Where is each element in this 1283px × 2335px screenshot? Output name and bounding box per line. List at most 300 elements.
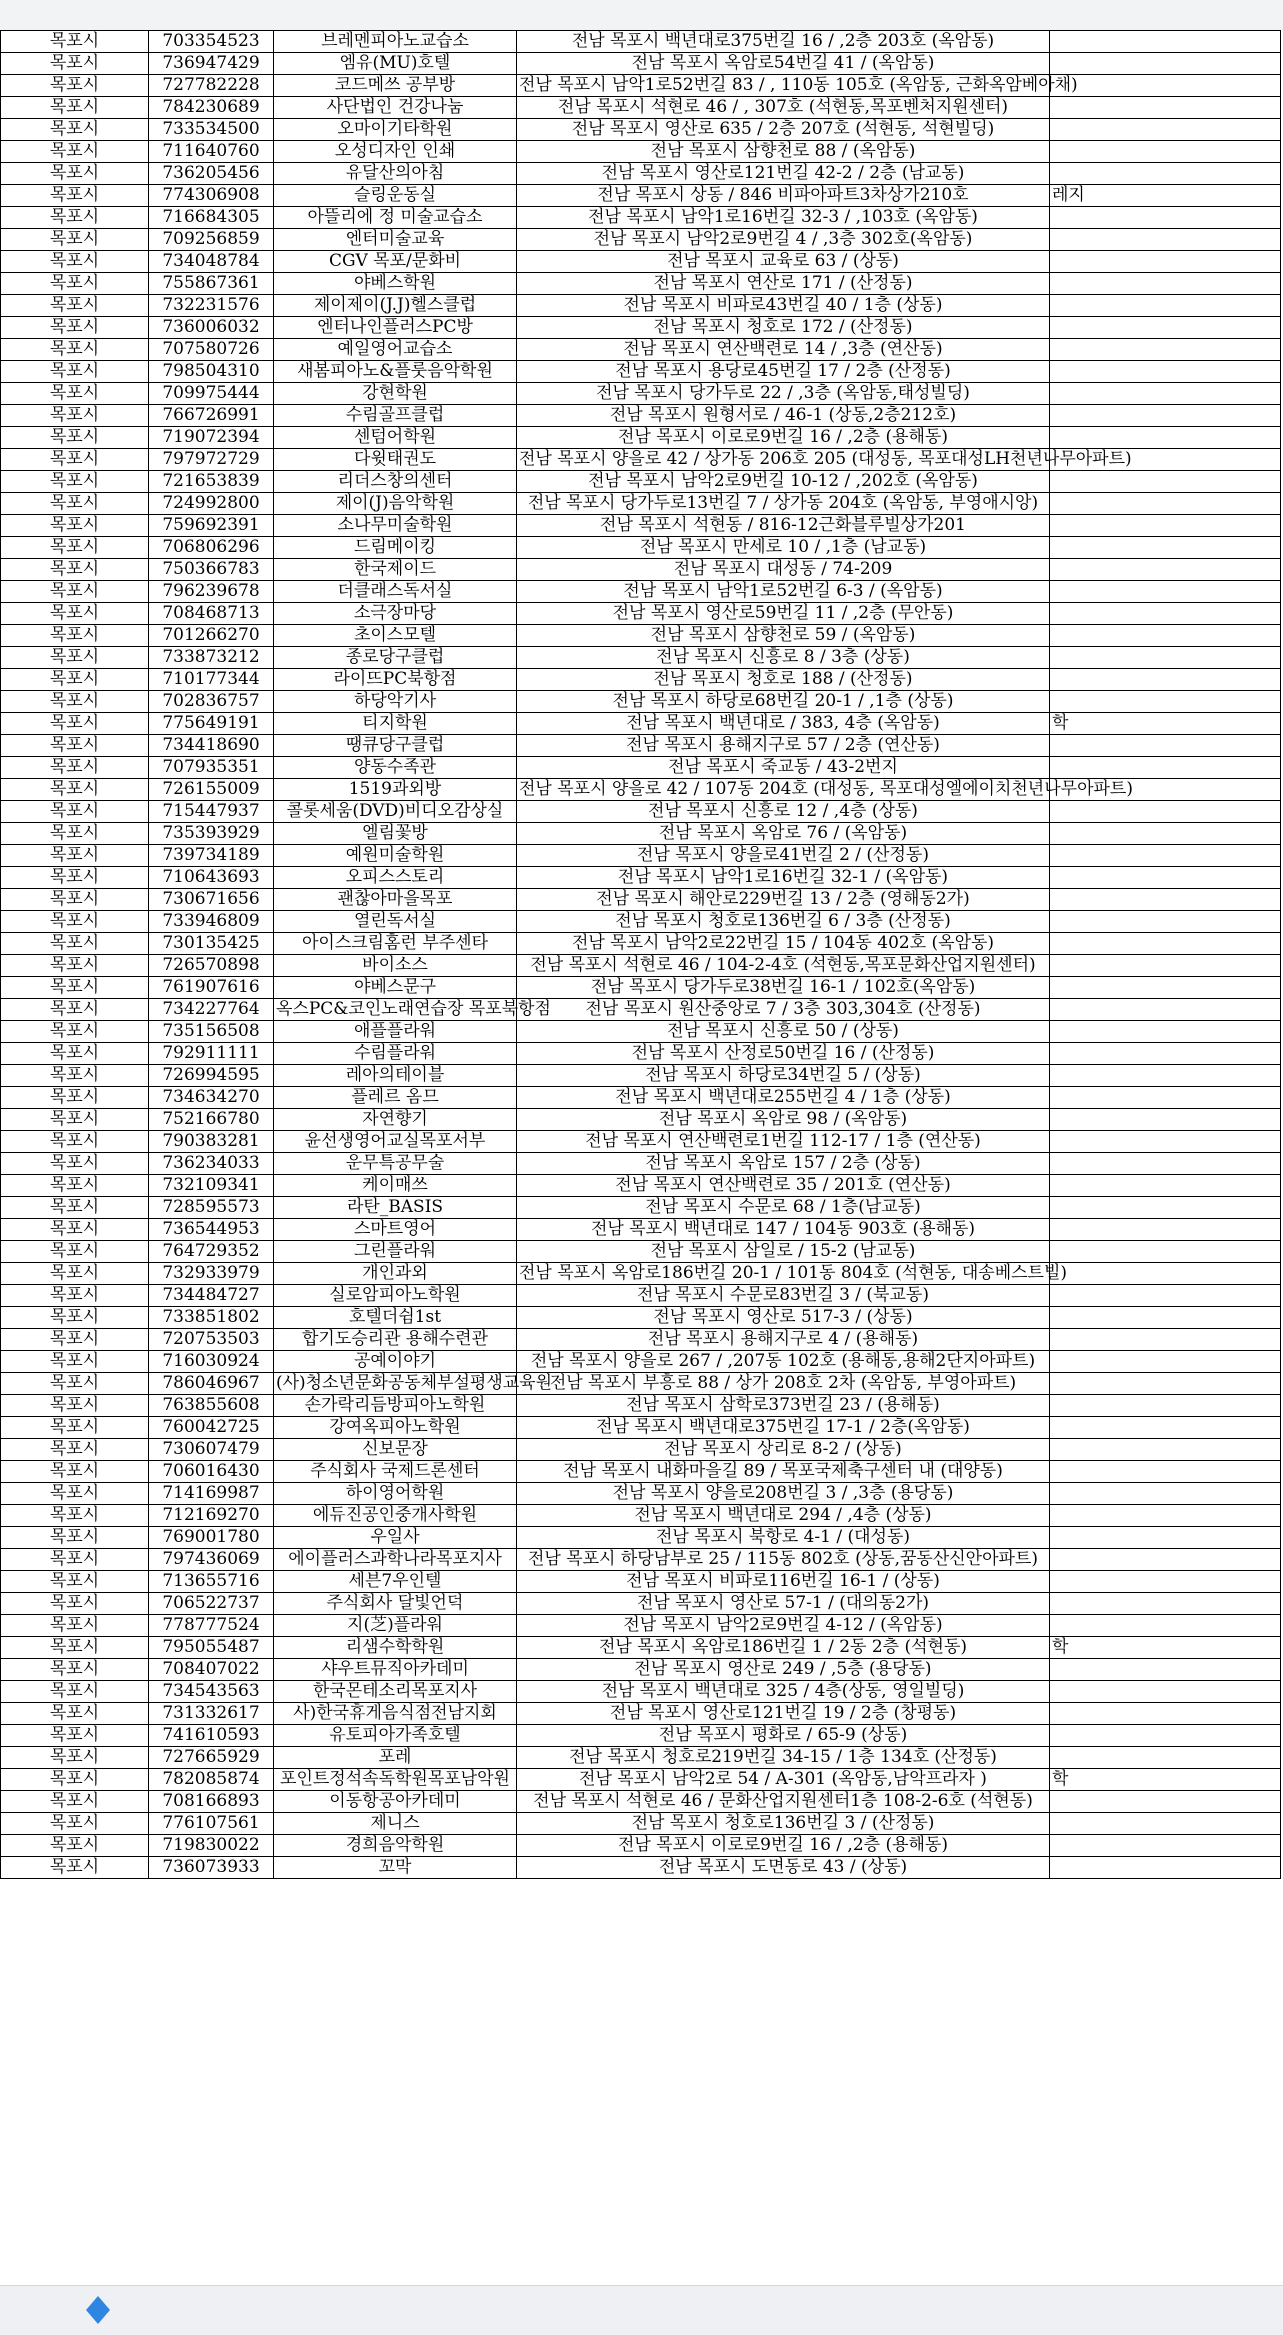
cell-region: 목포시 bbox=[1, 1659, 149, 1681]
cell-address: 전남 목포시 죽교동 / 43-2번지 bbox=[517, 757, 1050, 779]
cell-address: 전남 목포시 남악2로9번길 4 / ,3층 302호(옥암동) bbox=[517, 229, 1050, 251]
cell-region: 목포시 bbox=[1, 207, 149, 229]
cell-extra bbox=[1050, 361, 1281, 383]
table-row bbox=[0, 647, 1281, 669]
cell-business-name: 개인과외 bbox=[274, 1263, 517, 1285]
cell-extra bbox=[1050, 1593, 1281, 1615]
cell-address: 전남 목포시 삼향천로 88 / (옥암동) bbox=[517, 141, 1050, 163]
table-row bbox=[0, 581, 1281, 603]
table-row bbox=[0, 603, 1281, 625]
cell-reg-number: 764729352 bbox=[149, 1241, 274, 1263]
table-row bbox=[0, 449, 1281, 471]
cell-region: 목포시 bbox=[1, 911, 149, 933]
cell-reg-number: 713655716 bbox=[149, 1571, 274, 1593]
table-row bbox=[0, 1417, 1281, 1439]
cell-business-name: 브레멘피아노교습소 bbox=[274, 31, 517, 53]
cell-region: 목포시 bbox=[1, 801, 149, 823]
cell-reg-number: 707935351 bbox=[149, 757, 274, 779]
cell-business-name: 예원미술학원 bbox=[274, 845, 517, 867]
cell-extra bbox=[1050, 97, 1281, 119]
cell-extra bbox=[1050, 559, 1281, 581]
cell-reg-number: 774306908 bbox=[149, 185, 274, 207]
cell-address: 전남 목포시 부흥로 88 / 상가 208호 2차 (옥암동, 부영아파트) bbox=[517, 1373, 1050, 1395]
table-row bbox=[0, 1461, 1281, 1483]
table-row bbox=[0, 383, 1281, 405]
cell-reg-number: 721653839 bbox=[149, 471, 274, 493]
cell-extra bbox=[1050, 207, 1281, 229]
cell-region: 목포시 bbox=[1, 1065, 149, 1087]
cell-reg-number: 734543563 bbox=[149, 1681, 274, 1703]
table-row bbox=[0, 625, 1281, 647]
cell-reg-number: 736073933 bbox=[149, 1857, 274, 1879]
cell-business-name: 애플플라워 bbox=[274, 1021, 517, 1043]
cell-address: 전남 목포시 삼향천로 59 / (옥암동) bbox=[517, 625, 1050, 647]
table-row bbox=[0, 713, 1281, 735]
cell-extra bbox=[1050, 1087, 1281, 1109]
cell-business-name: 엘림꽃방 bbox=[274, 823, 517, 845]
cell-extra bbox=[1050, 1395, 1281, 1417]
cell-region: 목포시 bbox=[1, 1439, 149, 1461]
cell-extra bbox=[1050, 427, 1281, 449]
table-row bbox=[0, 361, 1281, 383]
cell-address: 전남 목포시 상리로 8-2 / (상동) bbox=[517, 1439, 1050, 1461]
cell-business-name: 에이플러스과학나라목포지사 bbox=[274, 1549, 517, 1571]
cell-extra bbox=[1050, 339, 1281, 361]
cell-address: 전남 목포시 남악1로16번길 32-1 / (옥암동) bbox=[517, 867, 1050, 889]
cell-region: 목포시 bbox=[1, 449, 149, 471]
cell-reg-number: 796239678 bbox=[149, 581, 274, 603]
cell-business-name: 운무특공무술 bbox=[274, 1153, 517, 1175]
cell-business-name: 합기도승리관 용해수련관 bbox=[274, 1329, 517, 1351]
cell-extra bbox=[1050, 933, 1281, 955]
table-row bbox=[0, 1483, 1281, 1505]
cell-extra bbox=[1050, 1109, 1281, 1131]
cell-address: 전남 목포시 연산백련로 35 / 201호 (연산동) bbox=[517, 1175, 1050, 1197]
cell-region: 목포시 bbox=[1, 1021, 149, 1043]
cell-region: 목포시 bbox=[1, 273, 149, 295]
cell-business-name: 초이스모텔 bbox=[274, 625, 517, 647]
cell-address: 전남 목포시 수문로 68 / 1층(남교동) bbox=[517, 1197, 1050, 1219]
cell-address: 전남 목포시 남악1로16번길 32-3 / ,103호 (옥암동) bbox=[517, 207, 1050, 229]
cell-business-name: 소극장마당 bbox=[274, 603, 517, 625]
cell-address: 전남 목포시 영산로121번길 42-2 / 2층 (남교동) bbox=[517, 163, 1050, 185]
table-row bbox=[0, 933, 1281, 955]
cell-region: 목포시 bbox=[1, 1373, 149, 1395]
app-logo-icon[interactable] bbox=[80, 2292, 116, 2328]
cell-region: 목포시 bbox=[1, 1835, 149, 1857]
cell-region: 목포시 bbox=[1, 339, 149, 361]
cell-address: 전남 목포시 옥암로 76 / (옥암동) bbox=[517, 823, 1050, 845]
cell-extra bbox=[1050, 1153, 1281, 1175]
table-row bbox=[0, 537, 1281, 559]
cell-extra bbox=[1050, 1725, 1281, 1747]
cell-region: 목포시 bbox=[1, 845, 149, 867]
cell-address: 전남 목포시 백년대로 325 / 4층(상동, 영일빌딩) bbox=[517, 1681, 1050, 1703]
cell-address: 전남 목포시 옥암로186번길 1 / 2동 2층 (석현동) bbox=[517, 1637, 1050, 1659]
cell-reg-number: 715447937 bbox=[149, 801, 274, 823]
cell-business-name: 포레 bbox=[274, 1747, 517, 1769]
cell-region: 목포시 bbox=[1, 493, 149, 515]
cell-address: 전남 목포시 하당로68번길 20-1 / ,1층 (상동) bbox=[517, 691, 1050, 713]
cell-region: 목포시 bbox=[1, 361, 149, 383]
cell-region: 목포시 bbox=[1, 1087, 149, 1109]
cell-extra: 학 bbox=[1050, 713, 1281, 735]
cell-reg-number: 733534500 bbox=[149, 119, 274, 141]
cell-region: 목포시 bbox=[1, 53, 149, 75]
cell-region: 목포시 bbox=[1, 317, 149, 339]
cell-business-name: 수림골프클럽 bbox=[274, 405, 517, 427]
cell-address: 전남 목포시 백년대로 147 / 104동 903호 (용해동) bbox=[517, 1219, 1050, 1241]
cell-address: 전남 목포시 옥암로 157 / 2층 (상동) bbox=[517, 1153, 1050, 1175]
cell-extra bbox=[1050, 1857, 1281, 1879]
cell-extra bbox=[1050, 1439, 1281, 1461]
cell-address: 전남 목포시 신흥로 12 / ,4층 (상동) bbox=[517, 801, 1050, 823]
cell-business-name: 새봄피아노&플룻음악학원 bbox=[274, 361, 517, 383]
table-row bbox=[0, 1505, 1281, 1527]
table-row bbox=[0, 1747, 1281, 1769]
cell-region: 목포시 bbox=[1, 1219, 149, 1241]
cell-region: 목포시 bbox=[1, 295, 149, 317]
cell-region: 목포시 bbox=[1, 1527, 149, 1549]
cell-extra bbox=[1050, 229, 1281, 251]
cell-reg-number: 759692391 bbox=[149, 515, 274, 537]
cell-extra bbox=[1050, 1483, 1281, 1505]
cell-business-name: 케이매쓰 bbox=[274, 1175, 517, 1197]
cell-address: 전남 목포시 백년대로375번길 16 / ,2층 203호 (옥암동) bbox=[517, 31, 1050, 53]
table-row bbox=[0, 405, 1281, 427]
cell-extra bbox=[1050, 625, 1281, 647]
cell-business-name: 플레르 옴므 bbox=[274, 1087, 517, 1109]
cell-region: 목포시 bbox=[1, 735, 149, 757]
cell-reg-number: 706806296 bbox=[149, 537, 274, 559]
cell-address: 전남 목포시 청호로 172 / (산정동) bbox=[517, 317, 1050, 339]
cell-business-name: 제이제이(J.J)헬스클럽 bbox=[274, 295, 517, 317]
cell-reg-number: 752166780 bbox=[149, 1109, 274, 1131]
cell-extra bbox=[1050, 515, 1281, 537]
cell-region: 목포시 bbox=[1, 1703, 149, 1725]
table-row bbox=[0, 1615, 1281, 1637]
cell-reg-number: 734048784 bbox=[149, 251, 274, 273]
cell-business-name: 실로암피아노학원 bbox=[274, 1285, 517, 1307]
cell-reg-number: 709256859 bbox=[149, 229, 274, 251]
cell-business-name: 라이뜨PC북항점 bbox=[274, 669, 517, 691]
cell-address: 전남 목포시 남악2로 54 / A-301 (옥암동,남악프라자 ) bbox=[517, 1769, 1050, 1791]
cell-region: 목포시 bbox=[1, 1197, 149, 1219]
table-row bbox=[0, 1791, 1281, 1813]
cell-address: 전남 목포시 백년대로255번길 4 / 1층 (상동) bbox=[517, 1087, 1050, 1109]
cell-business-name: 공예이야기 bbox=[274, 1351, 517, 1373]
cell-reg-number: 706522737 bbox=[149, 1593, 274, 1615]
cell-reg-number: 731332617 bbox=[149, 1703, 274, 1725]
cell-region: 목포시 bbox=[1, 1263, 149, 1285]
cell-extra bbox=[1050, 295, 1281, 317]
cell-business-name: 에듀진공인중개사학원 bbox=[274, 1505, 517, 1527]
cell-extra bbox=[1050, 1813, 1281, 1835]
cell-reg-number: 792911111 bbox=[149, 1043, 274, 1065]
table-body bbox=[0, 31, 1281, 1879]
cell-region: 목포시 bbox=[1, 1153, 149, 1175]
table-row bbox=[0, 801, 1281, 823]
cell-business-name: 호텔더쉼1st bbox=[274, 1307, 517, 1329]
cell-reg-number: 719830022 bbox=[149, 1835, 274, 1857]
cell-extra bbox=[1050, 1285, 1281, 1307]
cell-business-name: 슬링운동실 bbox=[274, 185, 517, 207]
cell-reg-number: 724992800 bbox=[149, 493, 274, 515]
cell-extra bbox=[1050, 647, 1281, 669]
table-row bbox=[0, 1703, 1281, 1725]
cell-reg-number: 707580726 bbox=[149, 339, 274, 361]
table-row bbox=[0, 515, 1281, 537]
cell-region: 목포시 bbox=[1, 1571, 149, 1593]
cell-business-name: 오마이기타학원 bbox=[274, 119, 517, 141]
cell-region: 목포시 bbox=[1, 691, 149, 713]
cell-address: 전남 목포시 용당로45번길 17 / 2층 (산정동) bbox=[517, 361, 1050, 383]
cell-extra bbox=[1050, 1417, 1281, 1439]
cell-extra bbox=[1050, 251, 1281, 273]
cell-extra bbox=[1050, 53, 1281, 75]
table-row bbox=[0, 31, 1281, 53]
cell-extra bbox=[1050, 317, 1281, 339]
cell-region: 목포시 bbox=[1, 1615, 149, 1637]
cell-reg-number: 727782228 bbox=[149, 75, 274, 97]
cell-region: 목포시 bbox=[1, 1175, 149, 1197]
table-row bbox=[0, 1571, 1281, 1593]
cell-region: 목포시 bbox=[1, 1549, 149, 1571]
cell-extra: 학 bbox=[1050, 1769, 1281, 1791]
cell-address: 전남 목포시 남악2로22번길 15 / 104동 402호 (옥암동) bbox=[517, 933, 1050, 955]
cell-business-name: 아뜰리에 정 미술교습소 bbox=[274, 207, 517, 229]
cell-region: 목포시 bbox=[1, 1461, 149, 1483]
cell-address: 전남 목포시 만세로 10 / ,1층 (남교동) bbox=[517, 537, 1050, 559]
cell-reg-number: 761907616 bbox=[149, 977, 274, 999]
cell-business-name: 제이(J)음악학원 bbox=[274, 493, 517, 515]
cell-address: 전남 목포시 원형서로 / 46-1 (상동,2층212호) bbox=[517, 405, 1050, 427]
cell-address: 전남 목포시 신흥로 50 / (상동) bbox=[517, 1021, 1050, 1043]
cell-region: 목포시 bbox=[1, 537, 149, 559]
cell-address: 전남 목포시 평화로 / 65-9 (상동) bbox=[517, 1725, 1050, 1747]
table-row bbox=[0, 1373, 1281, 1395]
table-row bbox=[0, 1197, 1281, 1219]
cell-address: 전남 목포시 교육로 63 / (상동) bbox=[517, 251, 1050, 273]
table-row bbox=[0, 273, 1281, 295]
table-row bbox=[0, 911, 1281, 933]
cell-region: 목포시 bbox=[1, 757, 149, 779]
cell-address: 전남 목포시 이로로9번길 16 / ,2층 (용해동) bbox=[517, 427, 1050, 449]
cell-reg-number: 732231576 bbox=[149, 295, 274, 317]
table-row bbox=[0, 1593, 1281, 1615]
cell-region: 목포시 bbox=[1, 1505, 149, 1527]
cell-reg-number: 755867361 bbox=[149, 273, 274, 295]
cell-region: 목포시 bbox=[1, 1483, 149, 1505]
cell-business-name: 바이소스 bbox=[274, 955, 517, 977]
cell-extra bbox=[1050, 471, 1281, 493]
table-row bbox=[0, 691, 1281, 713]
cell-extra bbox=[1050, 163, 1281, 185]
cell-extra bbox=[1050, 977, 1281, 999]
cell-reg-number: 720753503 bbox=[149, 1329, 274, 1351]
cell-extra bbox=[1050, 1241, 1281, 1263]
cell-region: 목포시 bbox=[1, 1329, 149, 1351]
cell-extra bbox=[1050, 405, 1281, 427]
cell-address: 전남 목포시 백년대로 294 / ,4층 (상동) bbox=[517, 1505, 1050, 1527]
cell-address: 전남 목포시 석현로 46 / , 307호 (석현동,목포벤처지원센터) bbox=[517, 97, 1050, 119]
table-row bbox=[0, 1263, 1281, 1285]
table-row bbox=[0, 757, 1281, 779]
cell-extra bbox=[1050, 669, 1281, 691]
cell-business-name: 하이영어학원 bbox=[274, 1483, 517, 1505]
table-row bbox=[0, 955, 1281, 977]
cell-address: 전남 목포시 옥암로54번길 41 / (옥암동) bbox=[517, 53, 1050, 75]
cell-reg-number: 733873212 bbox=[149, 647, 274, 669]
table-row bbox=[0, 1527, 1281, 1549]
table-row bbox=[0, 493, 1281, 515]
cell-extra bbox=[1050, 493, 1281, 515]
cell-extra: 레지 bbox=[1050, 185, 1281, 207]
cell-extra: 학 bbox=[1050, 1637, 1281, 1659]
table-row bbox=[0, 471, 1281, 493]
cell-extra bbox=[1050, 1263, 1281, 1285]
cell-business-name: 엠유(MU)호텔 bbox=[274, 53, 517, 75]
cell-extra bbox=[1050, 1527, 1281, 1549]
cell-business-name: 손가락리듬방피아노학원 bbox=[274, 1395, 517, 1417]
table-row bbox=[0, 207, 1281, 229]
table-row bbox=[0, 251, 1281, 273]
cell-region: 목포시 bbox=[1, 31, 149, 53]
cell-reg-number: 734484727 bbox=[149, 1285, 274, 1307]
cell-extra bbox=[1050, 691, 1281, 713]
cell-address: 전남 목포시 양을로41번길 2 / (산정동) bbox=[517, 845, 1050, 867]
cell-reg-number: 710177344 bbox=[149, 669, 274, 691]
cell-reg-number: 732109341 bbox=[149, 1175, 274, 1197]
cell-reg-number: 736205456 bbox=[149, 163, 274, 185]
cell-business-name: 그린플라워 bbox=[274, 1241, 517, 1263]
cell-reg-number: 711640760 bbox=[149, 141, 274, 163]
cell-business-name: 아이스크림홈런 부주센타 bbox=[274, 933, 517, 955]
cell-address: 전남 목포시 남악1로52번길 6-3 / (옥암동) bbox=[517, 581, 1050, 603]
cell-business-name: 한국몬테소리목포지사 bbox=[274, 1681, 517, 1703]
cell-region: 목포시 bbox=[1, 1241, 149, 1263]
cell-business-name: 야베스문구 bbox=[274, 977, 517, 999]
cell-address: 전남 목포시 연산로 171 / (산정동) bbox=[517, 273, 1050, 295]
table-row bbox=[0, 1329, 1281, 1351]
cell-extra bbox=[1050, 1021, 1281, 1043]
cell-reg-number: 702836757 bbox=[149, 691, 274, 713]
cell-business-name: 센텀어학원 bbox=[274, 427, 517, 449]
table-row bbox=[0, 75, 1281, 97]
cell-business-name: 종로당구클럽 bbox=[274, 647, 517, 669]
cell-extra bbox=[1050, 823, 1281, 845]
cell-reg-number: 750366783 bbox=[149, 559, 274, 581]
cell-reg-number: 795055487 bbox=[149, 1637, 274, 1659]
business-table bbox=[0, 30, 1281, 1879]
cell-region: 목포시 bbox=[1, 405, 149, 427]
cell-business-name: 예일영어교습소 bbox=[274, 339, 517, 361]
cell-address: 전남 목포시 남악2로9번길 4-12 / (옥암동) bbox=[517, 1615, 1050, 1637]
cell-region: 목포시 bbox=[1, 1351, 149, 1373]
cell-business-name: 괜찮아마을목포 bbox=[274, 889, 517, 911]
cell-reg-number: 735393929 bbox=[149, 823, 274, 845]
cell-address: 전남 목포시 백년대로375번길 17-1 / 2층(옥암동) bbox=[517, 1417, 1050, 1439]
cell-business-name: 1519과외방 bbox=[274, 779, 517, 801]
cell-business-name: 주식회사 달빛언덕 bbox=[274, 1593, 517, 1615]
cell-extra bbox=[1050, 735, 1281, 757]
cell-region: 목포시 bbox=[1, 515, 149, 537]
table-row bbox=[0, 1153, 1281, 1175]
cell-extra bbox=[1050, 1219, 1281, 1241]
cell-address: 전남 목포시 옥암로186번길 20-1 / 101동 804호 (석현동, 대송베스트빌) bbox=[517, 1263, 1050, 1285]
cell-extra bbox=[1050, 1615, 1281, 1637]
table-row bbox=[0, 1175, 1281, 1197]
cell-extra bbox=[1050, 845, 1281, 867]
cell-region: 목포시 bbox=[1, 141, 149, 163]
cell-reg-number: 708407022 bbox=[149, 1659, 274, 1681]
cell-region: 목포시 bbox=[1, 999, 149, 1021]
cell-region: 목포시 bbox=[1, 1637, 149, 1659]
cell-reg-number: 775649191 bbox=[149, 713, 274, 735]
cell-address: 전남 목포시 삼학로373번길 23 / (용해동) bbox=[517, 1395, 1050, 1417]
cell-business-name: 세븐7우인텔 bbox=[274, 1571, 517, 1593]
cell-reg-number: 766726991 bbox=[149, 405, 274, 427]
cell-address: 전남 목포시 영산로 57-1 / (대의동2가) bbox=[517, 1593, 1050, 1615]
table-row bbox=[0, 1769, 1281, 1791]
cell-business-name: 열린독서실 bbox=[274, 911, 517, 933]
cell-address: 전남 목포시 대성동 / 74-209 bbox=[517, 559, 1050, 581]
cell-address: 전남 목포시 영산로 249 / ,5층 (용당동) bbox=[517, 1659, 1050, 1681]
cell-business-name: 경희음악학원 bbox=[274, 1835, 517, 1857]
cell-extra bbox=[1050, 1043, 1281, 1065]
cell-reg-number: 709975444 bbox=[149, 383, 274, 405]
cell-reg-number: 703354523 bbox=[149, 31, 274, 53]
cell-region: 목포시 bbox=[1, 471, 149, 493]
cell-business-name: 포인트정석속독학원목포남악원 bbox=[274, 1769, 517, 1791]
cell-business-name: 윤선생영어교실목포서부 bbox=[274, 1131, 517, 1153]
cell-business-name: 한국제이드 bbox=[274, 559, 517, 581]
cell-extra bbox=[1050, 537, 1281, 559]
table-row bbox=[0, 339, 1281, 361]
cell-extra bbox=[1050, 141, 1281, 163]
table-row bbox=[0, 1087, 1281, 1109]
cell-address: 전남 목포시 신흥로 8 / 3층 (상동) bbox=[517, 647, 1050, 669]
spreadsheet-view[interactable] bbox=[0, 30, 1283, 2285]
cell-region: 목포시 bbox=[1, 1813, 149, 1835]
cell-extra bbox=[1050, 1461, 1281, 1483]
cell-reg-number: 734634270 bbox=[149, 1087, 274, 1109]
cell-reg-number: 716684305 bbox=[149, 207, 274, 229]
cell-region: 목포시 bbox=[1, 1395, 149, 1417]
cell-region: 목포시 bbox=[1, 1417, 149, 1439]
cell-reg-number: 735156508 bbox=[149, 1021, 274, 1043]
cell-business-name: 땡큐당구클럽 bbox=[274, 735, 517, 757]
cell-reg-number: 769001780 bbox=[149, 1527, 274, 1549]
cell-region: 목포시 bbox=[1, 1131, 149, 1153]
cell-extra bbox=[1050, 383, 1281, 405]
cell-reg-number: 776107561 bbox=[149, 1813, 274, 1835]
table-row bbox=[0, 427, 1281, 449]
cell-address: 전남 목포시 석현로 46 / 104-2-4호 (석현동,목포문화산업지원센터) bbox=[517, 955, 1050, 977]
cell-reg-number: 741610593 bbox=[149, 1725, 274, 1747]
cell-region: 목포시 bbox=[1, 1725, 149, 1747]
cell-extra bbox=[1050, 1131, 1281, 1153]
cell-business-name: 샤우트뮤직아카데미 bbox=[274, 1659, 517, 1681]
cell-extra bbox=[1050, 955, 1281, 977]
table-row bbox=[0, 823, 1281, 845]
cell-reg-number: 730135425 bbox=[149, 933, 274, 955]
cell-address: 전남 목포시 청호로136번길 6 / 3층 (산정동) bbox=[517, 911, 1050, 933]
cell-reg-number: 733946809 bbox=[149, 911, 274, 933]
cell-region: 목포시 bbox=[1, 1747, 149, 1769]
cell-business-name: 제니스 bbox=[274, 1813, 517, 1835]
cell-address: 전남 목포시 연산백련로 14 / ,3층 (연산동) bbox=[517, 339, 1050, 361]
